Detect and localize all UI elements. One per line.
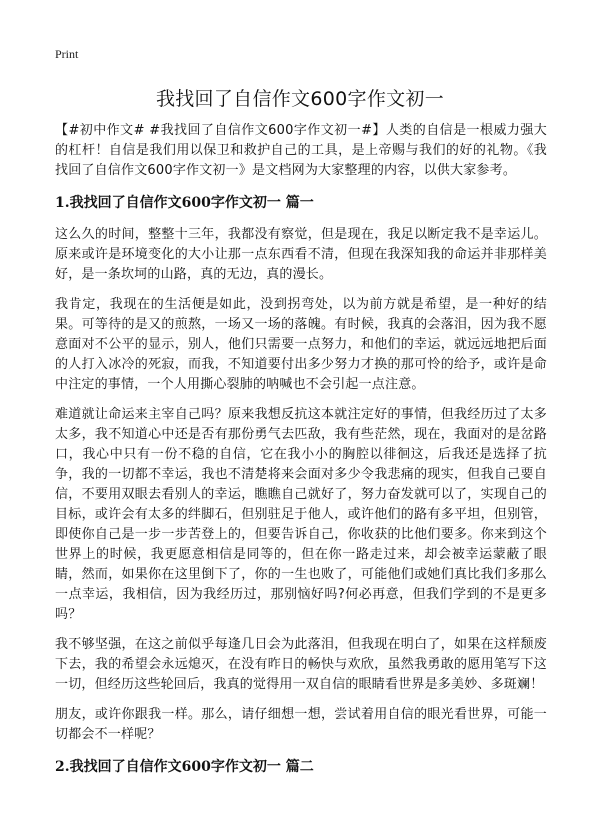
article-body [55,121,547,789]
page-title: 我找回了自信作文600字作文初一 [155,88,445,110]
section-1-paragraph-1: 这么久的时间，整整十三年，我都没有察觉，但是现在，我足以断定我不是幸运儿。原来或许是环境变化的大小让那一点东西看不清，但现在我深知我的命运并非那样美好，是一条坎坷的山路，真的无边，真的漫长。 [55,227,547,282]
section-1-paragraph-4: 我不够坚强，在这之前似乎每逢几日会为此落泪，但我现在明白了，如果在这样颓废下去，我的希望会永远熄灭，在没有昨日的畅快与欢欣，虽然我勇敢的愿用笔写下这一切，但经历这些轮回后，我真的觉得用一双自信的眼睛看世界是多美妙、多斑斓！ [55,637,547,692]
print-link[interactable]: Print [55,47,79,61]
section-heading-2: 2.我找回了自信作文600字作文初一 篇二 [55,759,314,775]
section-1-paragraph-3: 难道就让命运来主宰自己吗？原来我想反抗这本就注定好的事情，但我经历过了太多太多，我不知道心中还是否有那份勇气去匹敌，我有些茫然，现在，我面对的是岔路口，我心中只有一份不稳的自信，它在我小小的胸腔以徘徊这，后我还是选择了抗争，我的一切都不幸运，我也不清楚将来会面对多少令我悲痛的现实，但我自己要自信，不要用双眼去看别人的幸运，瞧瞧自己就好了，努力奋发就可以了，实现自己的目标，或许会有太多的绊脚石，但别驻足于他人，或许他们的路有多平坦，但别管，即使你自己是一步一步苦登上的，但要告诉自己，你收获的比他们要多。你来到这个世界上的时候，我更愿意相信是同等的，但在你一路走过来，却会被幸运蒙蔽了眼睛，然而，如果你在这里倒下了，你的一生也败了，可能他们或她们真比我们多那么一点幸运，我相信，因为我经历过，那别恼好吗?何必再意，但我们学到的不是更多吗？ [55,407,547,622]
section-heading-1: 1.我找回了自信作文600字作文初一 篇一 [55,195,314,211]
section-1-paragraph-2: 我肯定，我现在的生活便是如此，没到拐弯处，以为前方就是希望，是一种好的结果。可等待的是又的煎熬，一场又一场的落魄。有时候，我真的会落泪，因为我不愿意面对不公平的显示，别人，他们只需要一点努力，和他们的幸运，就远远地把后面的人打入冰冷的死寂，而我，不知道要付出多少努力才换的那可怜的给予，或许是命中注定的事情，一个人用撕心裂肺的呐喊也不会引起一点注意。 [55,297,547,392]
intro-paragraph: 【#初中作文# #我找回了自信作文600字作文初一#】人类的自信是一根威力强大的杠杆！自信是我们用以保卫和救护自己的工具，是上帝赐与我们的好的礼物。《我找回了自信作文600字作文初一》是文档网为大家整理的内容，以供大家参考。 [55,123,547,178]
section-1-paragraph-5: 朋友，或许你跟我一样。那么，请仔细想一想，尝试着用自信的眼光看世界，可能一切都会不一样呢？ [55,707,547,742]
